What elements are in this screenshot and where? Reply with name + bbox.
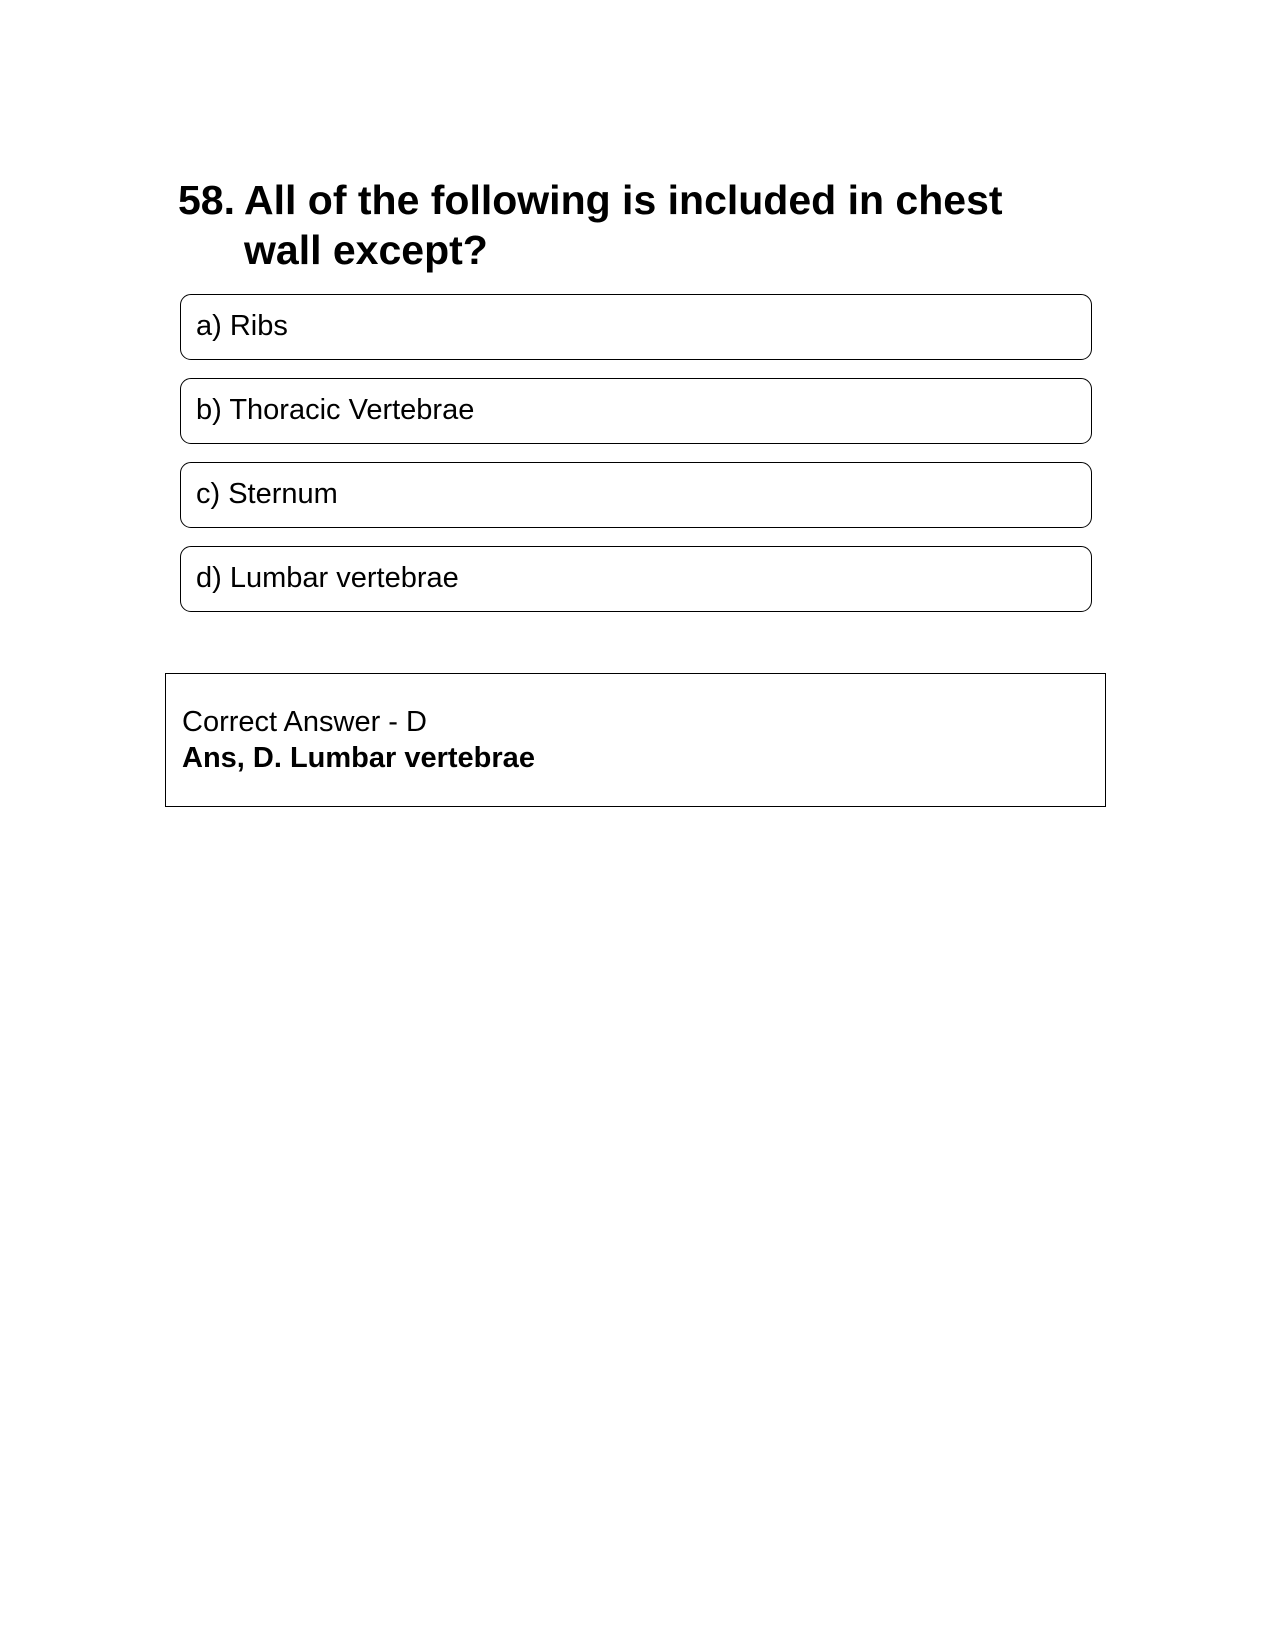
option-c[interactable]: c) Sternum [180,462,1092,528]
answer-explanation: Ans, D. Lumbar vertebrae [182,742,535,774]
option-b[interactable]: b) Thoracic Vertebrae [180,378,1092,444]
question-text: All of the following is included in chest wall except? [244,177,1003,273]
question-heading [178,175,1078,275]
question-number: 58. [178,177,235,223]
correct-answer-text: Correct Answer - D [182,706,427,738]
option-a[interactable]: a) Ribs [180,294,1092,360]
answer-box [165,673,1106,807]
option-d[interactable]: d) Lumbar vertebrae [180,546,1092,612]
